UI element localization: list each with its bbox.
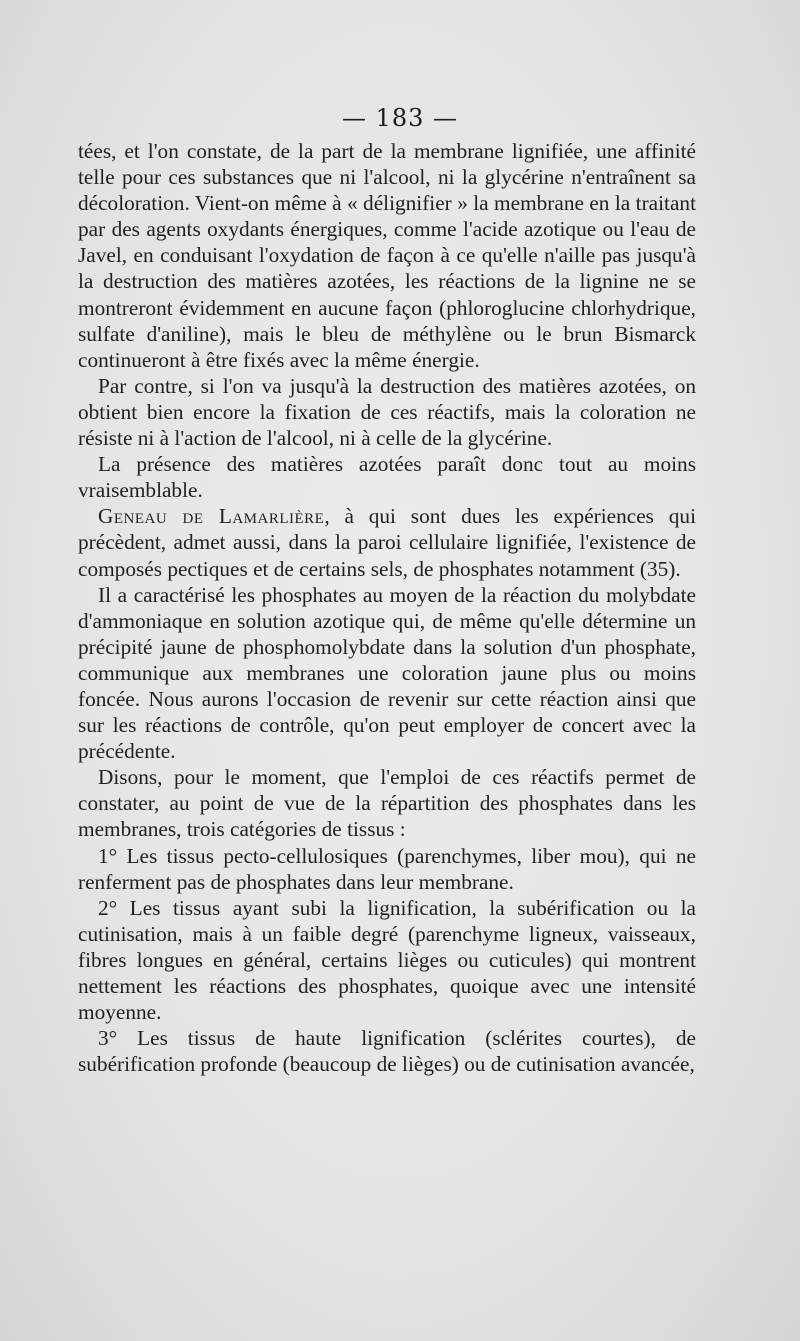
paragraph: tées, et l'on constate, de la part de la membrane lignifiée, une affinité telle pour ces substances que ni l'alcool, ni la glycérine n'entraînent sa décoloration. Vient-on même à « délignifier » la membrane en la traitant par des agents oxydants énergiques, comme l'acide azotique ou l'eau de Javel, en conduisant l'oxydation de façon à ce qu'elle n'aille pas jusqu'à la destruction des matières azotées, les réactions de la lignine ne se montreront évidemment en aucune façon (phloroglucine chlorhydrique, sulfate d'aniline), mais le bleu de méthylène ou le brun Bismarck continueront à être fixés avec la même énergie.	[78, 139, 696, 372]
page-number: — 183 —	[341, 104, 459, 132]
paragraph: Par contre, si l'on va jusqu'à la destruction des matières azotées, on obtient bien encore la fixation de ces réactifs, mais la coloration ne résiste ni à l'action de l'alcool, ni à celle de la glycérine.	[78, 373, 696, 451]
paragraph-text: , à qui sont dues les expériences qui précèdent, admet aussi, dans la paroi cellulaire lignifiée, l'existence de composés pectiques et de certains sels, de phosphates notamment (35).	[78, 504, 696, 581]
paragraph: Il a caractérisé les phosphates au moyen de la réaction du molybdate d'ammoniaque en solution azotique qui, de même qu'elle détermine un précipité jaune de phosphomolybdate dans la solution d'un phosphate, communique aux membranes une coloration jaune plus ou moins foncée. Nous aurons l'occasion de revenir sur cette réaction ainsi que sur les réactions de contrôle, qu'on peut employer de concert avec la précédente.	[78, 582, 696, 764]
paragraph: 1° Les tissus pecto-cellulosiques (parenchymes, liber mou), qui ne renferment pas de phosphates dans leur membrane.	[78, 843, 696, 894]
paragraph: Disons, pour le moment, que l'emploi de ces réactifs permet de constater, au point de vue de la répartition des phosphates dans les membranes, trois catégories de tissus :	[78, 765, 696, 842]
paragraph	[78, 503, 696, 581]
paragraph: 2° Les tissus ayant subi la lignification, la subérification ou la cutinisation, mais à un faible degré (parenchyme ligneux, vaisseaux, fibres longues en général, certains lièges ou cuticules) qui montrent nettement les réactions des phosphates, quoique avec une intensité moyenne.	[78, 895, 696, 1025]
author-name: Geneau de Lamarlière	[98, 504, 325, 529]
paragraph: 3° Les tissus de haute lignification (sclérites courtes), de subérification profonde (beaucoup de lièges) ou de cutinisation avancée,	[78, 1026, 696, 1077]
body-text	[78, 138, 696, 1077]
paragraph: La présence des matières azotées paraît donc tout au moins vraisemblable.	[78, 452, 696, 503]
